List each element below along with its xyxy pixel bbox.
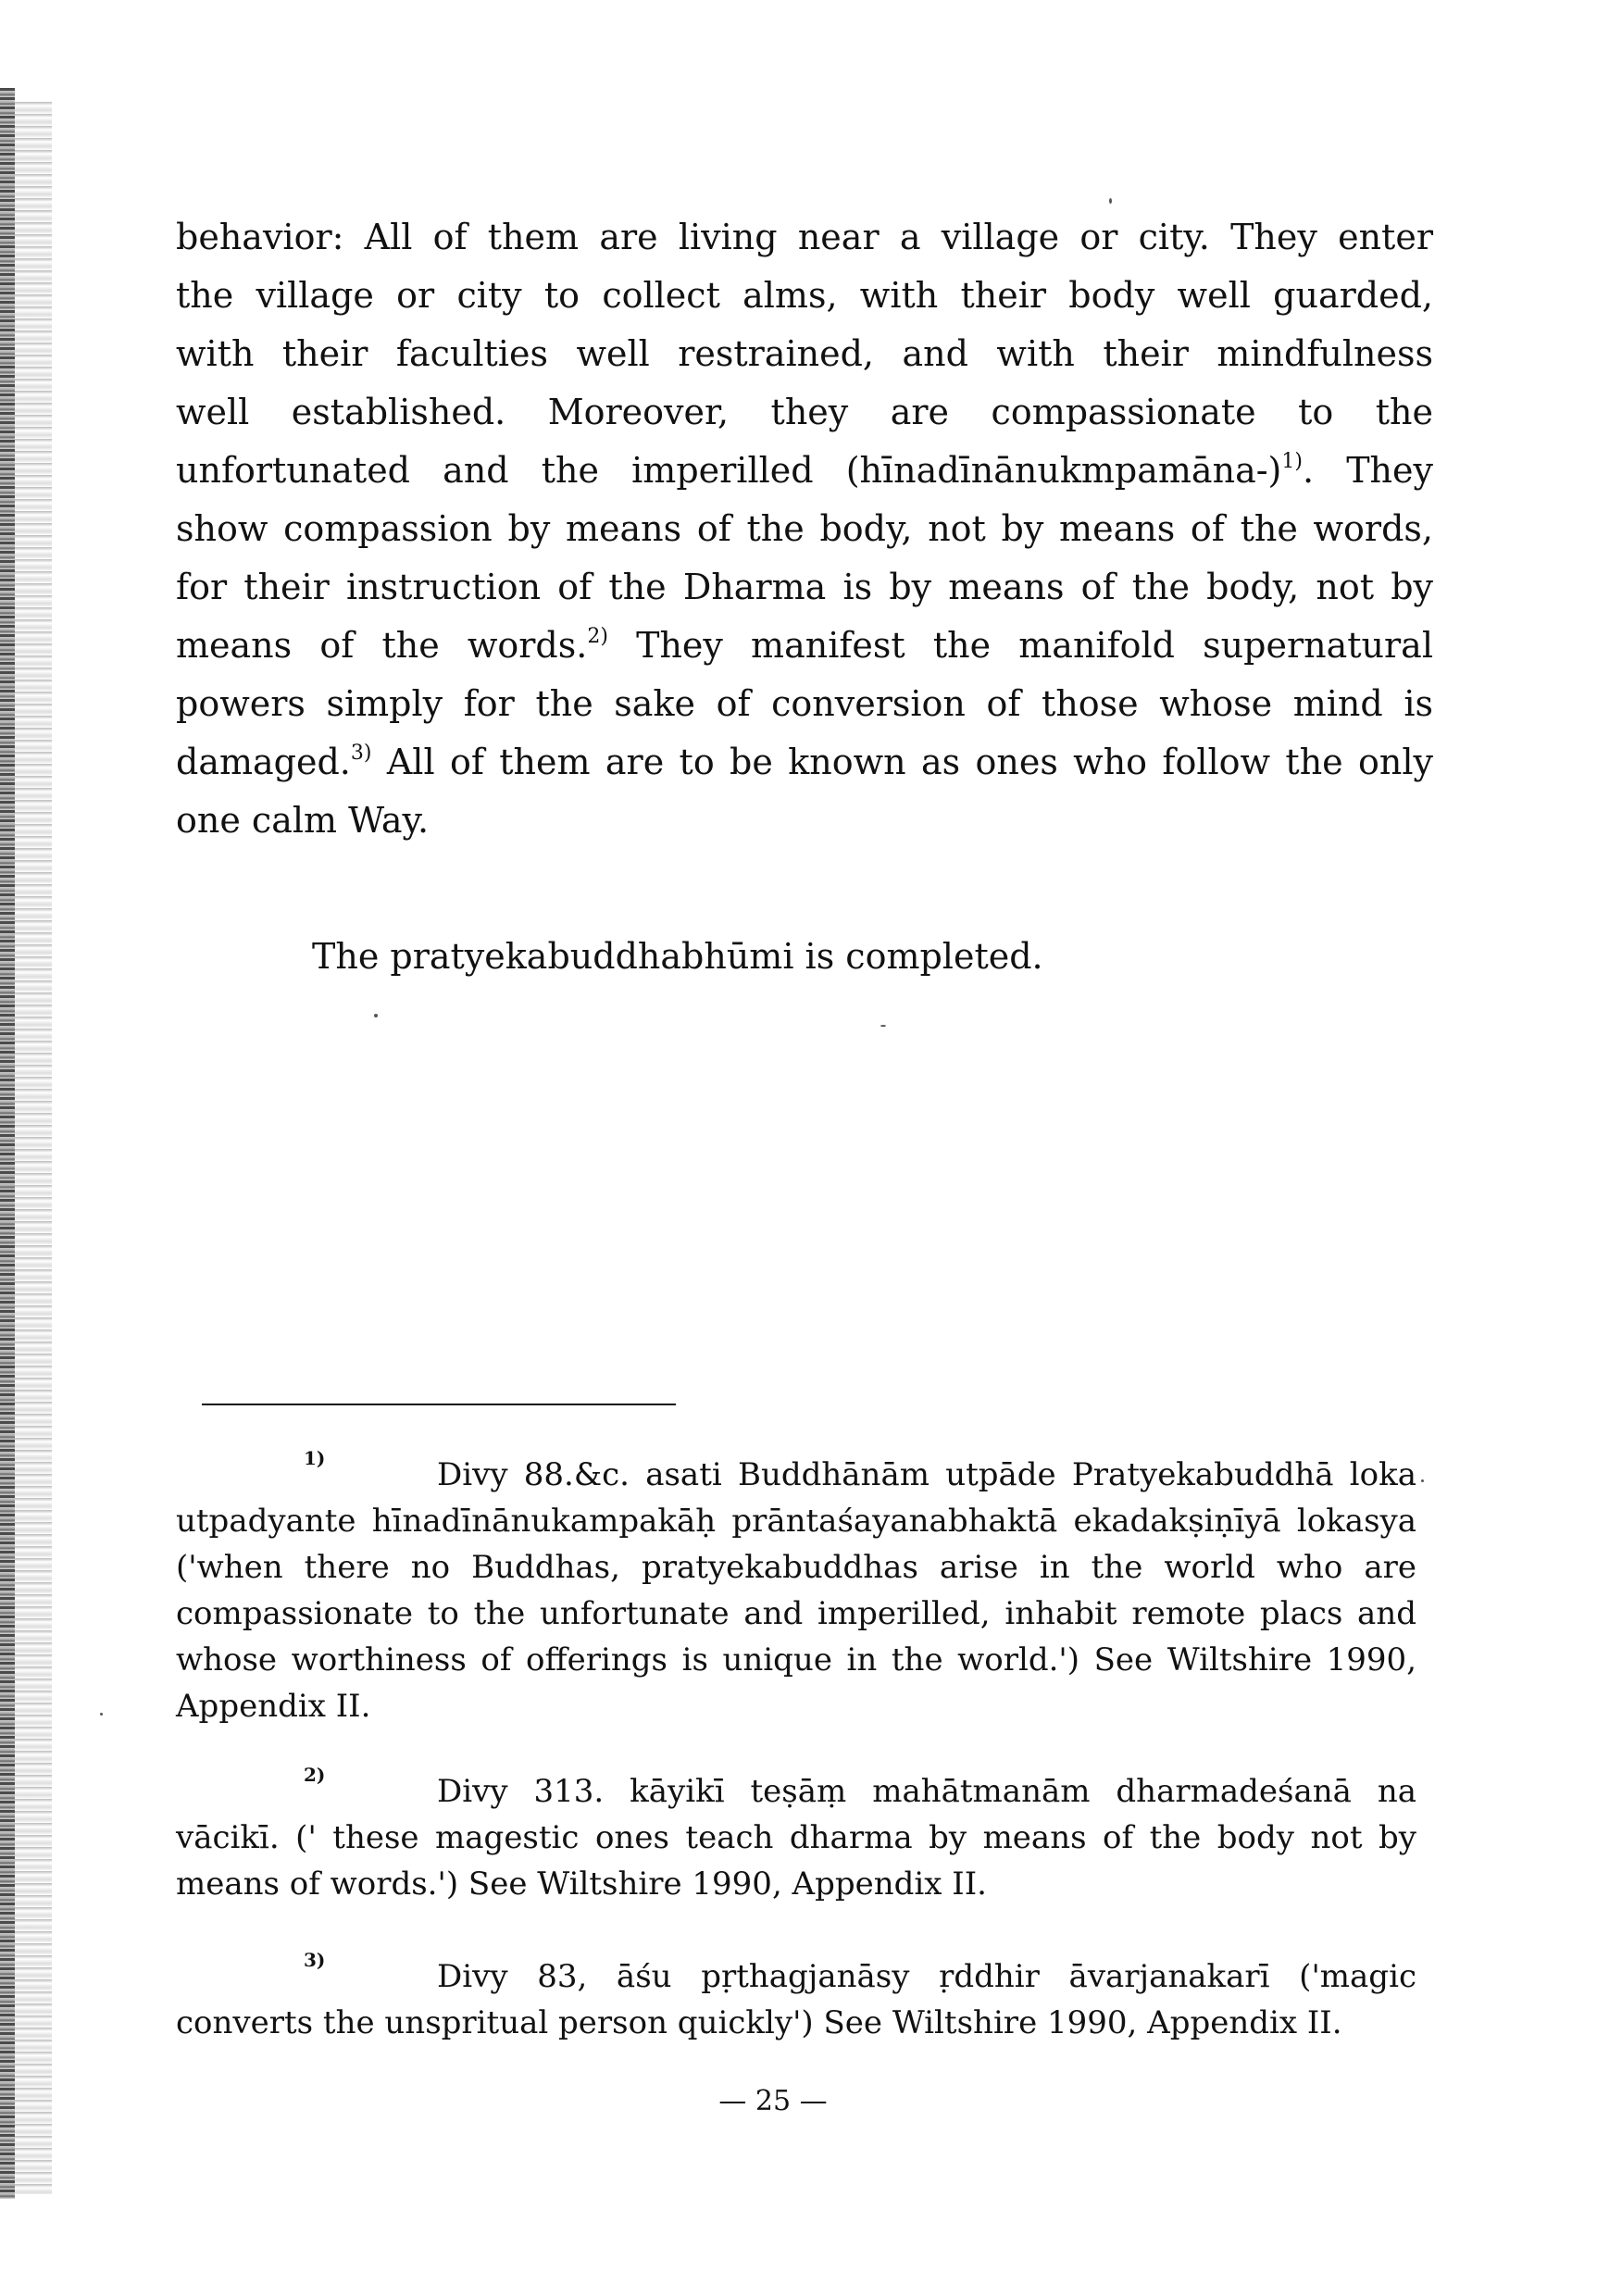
paragraph-line: behavior: All of them are living near a village or city. They enter bbox=[176, 217, 1433, 257]
footnote-marker: 1) bbox=[304, 1447, 326, 1469]
footnote-ref-1: 1) bbox=[1281, 450, 1303, 473]
scan-speck bbox=[1421, 1479, 1424, 1482]
scan-speck bbox=[1109, 198, 1112, 204]
footnote-separator bbox=[202, 1404, 676, 1405]
footnote-line: vācikī. (' these magestic ones teach dharma by means of the body not by bbox=[176, 1819, 1416, 1856]
footnote-line: 3) Divy 83, āśu pṛthagjanāsy ṛddhir āvarjanakarī ('magic bbox=[176, 1953, 1416, 2000]
footnote-marker: 3) bbox=[304, 1949, 326, 1971]
paragraph-line: the village or city to collect alms, with their body well guarded, bbox=[176, 275, 1433, 316]
paragraph-line: powers simply for the sake of conversion of those whose mind is bbox=[176, 683, 1433, 724]
paragraph-line: for their instruction of the Dharma is by means of the body, not by bbox=[176, 567, 1433, 607]
scan-binding-edge bbox=[0, 88, 15, 2199]
footnote-ref-2: 2) bbox=[587, 625, 608, 648]
footnote-1 bbox=[176, 1447, 1416, 1729]
main-paragraph bbox=[176, 208, 1433, 850]
footnote-ref-3: 3) bbox=[350, 742, 372, 765]
footnote-line: 1) Divy 88.&c. asati Buddhānām utpāde Pratyekabuddhā loka bbox=[176, 1452, 1416, 1498]
paragraph-line: with their faculties well restrained, and with their mindfulness bbox=[176, 333, 1433, 374]
footnote-line: means of words.') See Wiltshire 1990, Appendix II. bbox=[176, 1866, 987, 1903]
footnote-line: ('when there no Buddhas, pratyekabuddhas arise in the world who are bbox=[176, 1549, 1416, 1586]
footnote-line: converts the unspritual person quickly') See Wiltshire 1990, Appendix II. bbox=[176, 2004, 1342, 2041]
scan-binding-shadow bbox=[15, 102, 52, 2194]
footnote-line: 2) Divy 313. kāyikī teṣāṃ mahātmanām dharmadeśanā na bbox=[176, 1768, 1416, 1815]
paragraph-line: means of the words.$^{2)}$ They manifest the manifold supernatural bbox=[176, 625, 1433, 666]
scan-speck bbox=[100, 1713, 103, 1716]
paragraph-line: unfortunated and the imperilled (hīnadīnānukmpamāna-)$^{1)}$. They bbox=[176, 450, 1433, 491]
footnote-line: utpadyante hīnadīnānukampakāḥ prāntaśayanabhaktā ekadakṣiṇīyā lokasya bbox=[176, 1503, 1416, 1540]
footnote-line: Appendix II. bbox=[176, 1688, 371, 1725]
footnote-line: compassionate to the unfortunate and imperilled, inhabit remote placs and bbox=[176, 1595, 1416, 1632]
scan-speck bbox=[374, 1014, 378, 1017]
paragraph-line: show compassion by means of the body, not by means of the words, bbox=[176, 508, 1433, 549]
footnote-line: whose worthiness of offerings is unique in the world.') See Wiltshire 1990, bbox=[176, 1641, 1416, 1678]
paragraph-line: well established. Moreover, they are compassionate to the bbox=[176, 392, 1433, 432]
section-closing-line: The pratyekabuddhabhūmi is completed. bbox=[312, 936, 1043, 977]
scan-speck bbox=[880, 1025, 886, 1027]
page-number: — 25 — bbox=[718, 2085, 828, 2117]
footnote-marker: 2) bbox=[304, 1764, 326, 1786]
footnote-3 bbox=[176, 1949, 1416, 2046]
paragraph-line: one calm Way. bbox=[176, 800, 430, 841]
paragraph-line: damaged.$^{3)}$ All of them are to be known as ones who follow the only bbox=[176, 742, 1433, 782]
footnote-2 bbox=[176, 1764, 1416, 1907]
